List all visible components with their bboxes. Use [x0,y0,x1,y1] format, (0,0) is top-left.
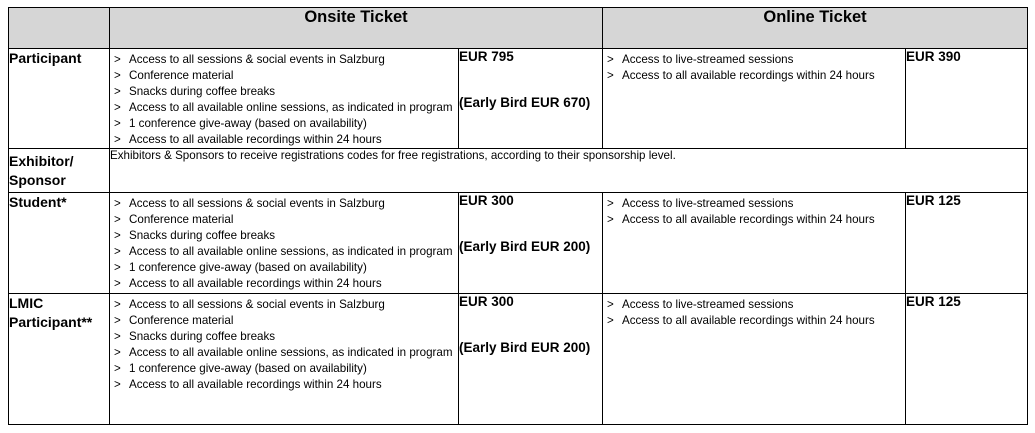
feature-item: > 1 conference give-away (based on availability) [114,261,367,274]
bullet-arrow-icon: > [114,314,121,327]
bullet-arrow-icon: > [114,229,121,242]
feature-item: > Conference material [114,314,234,327]
online-price [906,49,1028,149]
bullet-arrow-icon: > [114,117,121,130]
feature-item: > Conference material [114,69,234,82]
feature-item: > Conference material [114,213,234,226]
category-label: Participant [9,49,110,149]
bullet-arrow-icon: > [114,85,121,98]
bullet-arrow-icon: > [607,53,614,66]
feature-item: > Access to all available recordings within 24 hours [607,69,875,82]
table-row-participant [9,49,1028,149]
bullet-arrow-icon: > [114,277,121,290]
price-regular: EUR 795 [459,49,514,64]
feature-item: > Access to all available recordings within 24 hours [607,314,875,327]
bullet-arrow-icon: > [607,213,614,226]
bullet-arrow-icon: > [114,261,121,274]
price-regular: EUR 125 [906,193,961,208]
onsite-features [110,193,459,294]
feature-item: > Access to all sessions & social events in Salzburg [114,298,385,311]
price-early-bird: (Early Bird EUR 200) [459,340,591,355]
bullet-arrow-icon: > [114,213,121,226]
header-row [9,8,1028,49]
bullet-arrow-icon: > [114,362,121,375]
price-regular: EUR 390 [906,49,961,64]
feature-item: > Snacks during coffee breaks [114,229,276,242]
feature-item: > Snacks during coffee breaks [114,330,276,343]
online-features [603,49,906,149]
bullet-arrow-icon: > [114,346,121,359]
onsite-price [459,294,603,425]
bullet-arrow-icon: > [114,69,121,82]
bullet-arrow-icon: > [114,298,121,311]
feature-item: > 1 conference give-away (based on availability) [114,362,367,375]
online-features [603,294,906,425]
price-early-bird: (Early Bird EUR 670) [459,95,591,110]
feature-item: > Access to all available recordings within 24 hours [114,133,382,146]
category-label: Student* [9,193,110,294]
feature-item: > Access to all available online sessions, as indicated in program [114,346,453,359]
header-corner [9,8,110,49]
onsite-features [110,49,459,149]
bullet-arrow-icon: > [607,298,614,311]
bullet-arrow-icon: > [114,101,121,114]
feature-item: > Access to live-streamed sessions [607,197,794,210]
bullet-arrow-icon: > [114,53,121,66]
exhibitor-note: Exhibitors & Sponsors to receive registrations codes for free registrations, according to their sponsorship level. [110,149,1028,193]
feature-item: > Access to all sessions & social events in Salzburg [114,53,385,66]
feature-item: > Access to live-streamed sessions [607,298,794,311]
bullet-arrow-icon: > [114,133,121,146]
feature-item: > Access to all sessions & social events in Salzburg [114,197,385,210]
feature-item: > Access to live-streamed sessions [607,53,794,66]
header-onsite-ticket: Onsite Ticket [110,8,603,49]
price-regular: EUR 300 [459,294,514,309]
online-features [603,193,906,294]
price-early-bird: (Early Bird EUR 200) [459,239,591,254]
bullet-arrow-icon: > [114,197,121,210]
price-regular: EUR 125 [906,294,961,309]
onsite-price [459,193,603,294]
table-row-exhibitor-sponsor [9,149,1028,193]
bullet-arrow-icon: > [607,69,614,82]
feature-item: > Access to all available online sessions, as indicated in program [114,101,453,114]
bullet-arrow-icon: > [607,197,614,210]
bullet-arrow-icon: > [114,378,121,391]
bullet-arrow-icon: > [114,330,121,343]
feature-item: > Access to all available recordings within 24 hours [607,213,875,226]
onsite-features [110,294,459,425]
feature-item: > Access to all available online sessions, as indicated in program [114,245,453,258]
feature-item: > 1 conference give-away (based on availability) [114,117,367,130]
onsite-price [459,49,603,149]
online-price [906,294,1028,425]
feature-item: > Snacks during coffee breaks [114,85,276,98]
table-row-lmic-participant [9,294,1028,425]
online-price [906,193,1028,294]
category-label: Exhibitor/ Sponsor [9,149,110,193]
feature-item: > Access to all available recordings within 24 hours [114,378,382,391]
feature-item: > Access to all available recordings within 24 hours [114,277,382,290]
pricing-table [8,7,1028,425]
price-regular: EUR 300 [459,193,514,208]
header-online-ticket: Online Ticket [603,8,1028,49]
bullet-arrow-icon: > [114,245,121,258]
category-label: LMIC Participant** [9,294,110,425]
bullet-arrow-icon: > [607,314,614,327]
table-row-student [9,193,1028,294]
